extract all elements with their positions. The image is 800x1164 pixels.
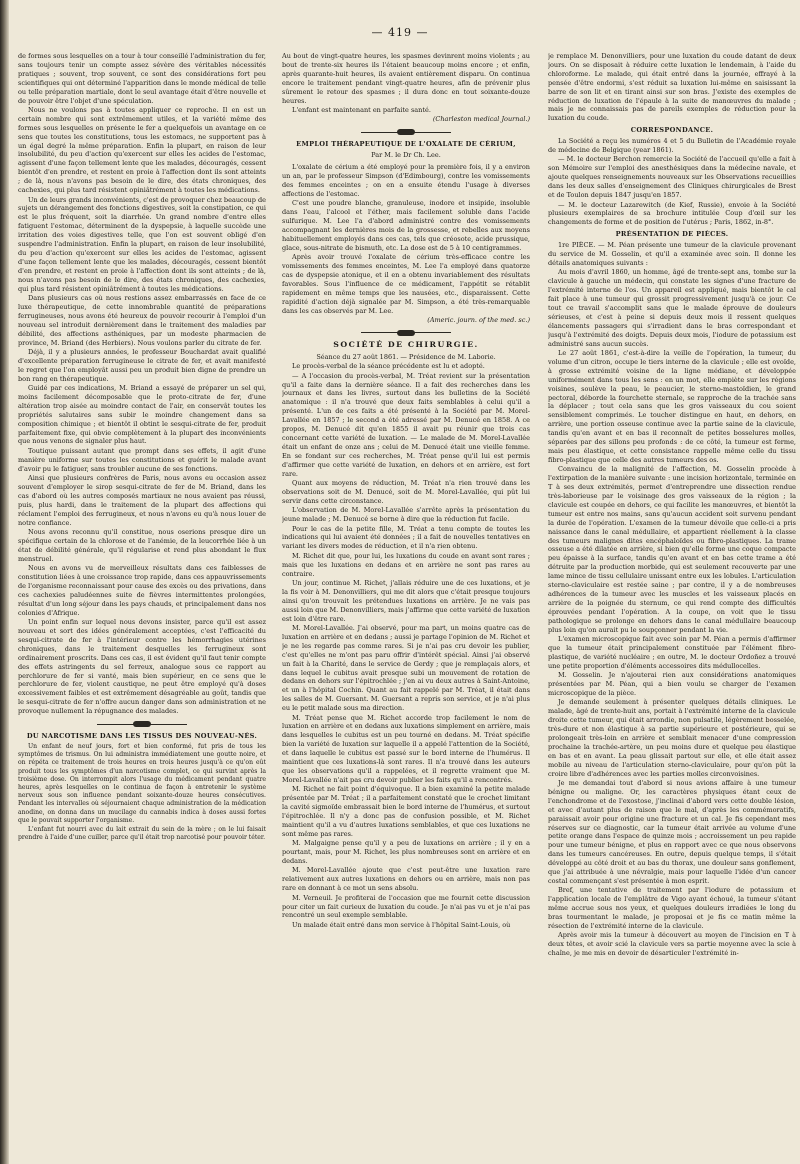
paragraph: — M. le docteur Lazarewitch (de Kief, Russie), envoie à la Société plusieurs exemplaires de sa brochure intitulée Coup d'œil sur les changements de forme et de position de l'utérus ; Paris, 1862, in-8°. (548, 200, 796, 227)
source-citation: (Charleston medical Journal.) (432, 115, 530, 124)
paragraph: M. Gosselin. Je n'ajouterai rien aux considérations anatomiques présentées par M. Péan, qui a bien voulu se charger de l'examen microscopique de la pièce. (548, 671, 796, 697)
paragraph: Au bout de vingt-quatre heures, les spasmes devinrent moins violents ; au bout de trente-six heures ils l'étaient beaucoup moins encore ; et enfin, après quarante-huit heures, ils avaient entièrement disparu. On continua encore le traitement pendant vingt-quatre heures, afin de prévenir plus sûrement le retour des spasmes ; il dura donc en tout soixante-douze heures. (282, 52, 530, 105)
column-3 (548, 52, 796, 1152)
paragraph: Bref, une tentative de traitement par l'iodure de potassium et l'application locale de l'emplâtre de Vigo ayant échoué, la tumeur s'étant même accrue sous nos yeux, et quelques douleurs irradiées le long du bras tourmentant le malade, je proposai et je fis ce matin même la résection de l'extrémité interne de la clavicule. (548, 886, 796, 930)
paragraph: M. Malgaigne pense qu'il y a peu de luxations en arrière ; il y en a pourtant, mais, pour M. Richet, les plus nombreuses sont en arrière et en dedans. (282, 839, 530, 866)
section-heading-pieces: PRÉSENTATION DE PIÈCES. (615, 230, 729, 239)
paragraph: Dans plusieurs cas où nous restions assez embarrassés en face de ce luxe thérapeutique, de cette innombrable quantité de préparations ferrugineuses, nous avons été heureux de pouvoir recourir à l'emploi d'un nouveau sel introduit dernièrement dans le traitement des maladies par débilité, des affections asthéniques, par un modeste pharmacien de province, M. Briand (des Herbiers). Nous voulons parler du citrate de fer. (18, 293, 266, 347)
paragraph: M. Verneuil. Je profiterai de l'occasion que me fournit cette discussion pour citer un fait curieux de luxation du coude. Je n'ai pas vu et je n'ai pas rencontré un seul exemple semblable. (282, 893, 530, 920)
paragraph: Guidé par ces indications, M. Briand a essayé de préparer un sel qui, moins facilement décomposable que le proto-citrate de fer, d'une altération trop aisée au moindre contact de l'air, en conservât toutes les propriétés salutaires sans subir le moindre changement dans sa composition chimique ; et bientôt il obtint le sesqui-citrate de fer, produit parfaitement fixe, qui obvie complètement à la plupart des inconvénients que nous venons de signaler plus haut. (18, 384, 266, 446)
paragraph: M. Morel-Lavallée. J'ai observé, pour ma part, un moins quatre cas de luxation en arrière et en dedans ; aussi je partage l'opinion de M. Richet et je ne les regarde pas comme rares. Si je n'ai pas cru devoir les publier, c'est qu'elles ne m'ont pas paru offrir d'intérêt spécial. Ainsi j'ai observé un fait à la Charité, dans le service de Gerdy ; que je remplaçais alors, et dans lequel le cubitus avait presque subi un mouvement de rotation de dedans en dehors sur l'épitrochlée ; j'en ai vu deux autres à Saint-Antoine, et un à l'hôpital Cochin. Quant au fait rappelé par M. Tréat, il était dans les salles de M. Guersant. M. Guersant a repris son service, et je n'ai plus eu le petit malade sous ma direction. (282, 623, 530, 713)
paragraph: Convaincu de la malignité de l'affection, M. Gosselin procède à l'extirpation de la manière suivante : une incision horizontale, terminée en T à ses deux extrémités, permet d'entreprendre une dissection rendue très-laborieuse par le voisinage des gros vaisseaux de la région ; la clavicule est coupée en dehors, ce qui facilite les manœuvres, et bientôt la tumeur est entre nos mains, sans qu'aucun accident soit survenu pendant la durée de l'opération. L'examen de la tumeur dévoile que celle-ci a pris naissance dans le canal médullaire, et appartient réellement à la classe des tumeurs malignes dites encéphaloïdes ou fibro-plastiques. La trame osseuse a été dilatée en arrière, si bien qu'elle forme une coque compacte peu épaisse à la surface, tandis qu'en avant et en bas cette trame a été détruite par la production morbide, qui est seulement recouverte par une lame mince de tissu cellulaire unissant entre eux les lobules. L'articulation sterno-claviculaire est restée saine ; par contre, il y a de nombreuses adhérences de la tumeur avec les muscles et les vaisseaux placés en arrière de la poignée du sternum, ce qui rend compte des difficultés éprouvées pendant l'opération. A la coupe, on voit que le tissu pathologique se prolonge en dehors dans le canal médullaire beaucoup plus loin qu'on aurait pu le soupçonner pendant la vie. (548, 465, 796, 634)
paragraph: L'observation de M. Morel-Lavallée s'arrête après la présentation du jeune malade ; M. Denucé se borne à dire que la réduction fut facile. (282, 506, 530, 524)
seance-line: Séance du 27 août 1861. — Présidence de M. Laborie. (316, 352, 496, 361)
paragraph: M. Morel-Lavallée ajoute que c'est peut-être une luxation rare relativement aux autres luxations en dehors ou en arrière, mais non pas rare en donnant à ce mot un sens absolu. (282, 866, 530, 893)
paragraph: Au mois d'avril 1860, un homme, âgé de trente-sept ans, tombe sur la clavicule à gauche un médecin, qui constate les signes d'une fracture de l'extrémité interne de l'os. Un appareil est appliqué, mais bientôt le cal fait place à une tumeur qui grossit progressivement jusqu'à ce jour. Ce tout ce travail s'accomplit sans que le malade éprouve de douleurs sérieuses, et c'est à peine si depuis deux mois il ressent quelques élancements passagers qui s'irradient dans le bras correspondant et jusqu'à l'extrémité des doigts. Depuis deux mois, l'iodure de potassium est administré sans aucun succès. (548, 268, 796, 348)
paragraph: M. Richet dit que, pour lui, les luxations du coude en avant sont rares ; mais que les luxations en dedans et en arrière ne sont pas rares au contraire. (282, 551, 530, 578)
section-ornament (361, 329, 451, 337)
article-heading-cerium: EMPLOI THÉRAPEUTIQUE DE L'OXALATE DE CÉRIUM, (296, 140, 516, 149)
paragraph: Déjà, il y a plusieurs années, le professeur Bouchardat avait qualifié d'excellente préparation ferrugineuse le citrate de fer, et avait manifesté le regret que l'on employât aussi peu un produit bien digne de prendre un bon rang en thérapeutique. (18, 347, 266, 383)
paragraph: Quant aux moyens de réduction, M. Tréat n'a rien trouvé dans les observations soit de M. Denucé, soit de M. Morel-Lavallée, qui pût lui servir dans cette circonstance. (282, 478, 530, 505)
paragraph: de formes sous lesquelles on a tour à tour conseillé l'administration du fer, sans toujours tenir un compte assez sévère des véritables nécessités pratiques ; souvent, trop souvent, ce sont des considérations fort peu scientifiques qui ont déterminé l'apparition dans le monde médical de telle ou telle préparation martiale, dont le seul avantage était d'être nouvelle et de pouvoir être l'objet d'une spéculation. (18, 52, 266, 105)
paragraph: Le 27 août 1861, c'est-à-dire la veille de l'opération, la tumeur, du volume d'un citron, occupe le tiers interne de la clavicule ; elle est ovoïde, à grosse extrémité voisine de la ligne médiane, et développée uniformément dans tous les sens : en un mot, elle empiète sur les régions voisines, soulève la peau, le peaucier, le sterno-mastoïdien, le grand pectoral, déborde la fourchette sternale, se rapproche de la trachée sans la déplacer ; tout cela sans que les gros vaisseaux du cou soient sensiblement comprimés. Le toucher distingue en haut, en dehors, en arrière, une portion osseuse continue avec la partie saine de la clavicule, tandis qu'en avant et en bas il reconnaît de petites bosselures molles, séparées par des sillons peu profonds : de ce côté, la tumeur est ferme, mais peu élastique, et cette consistance rappelle même celle du tissu fibro-plastique que celle des autres tumeurs des os. (548, 349, 796, 464)
paragraph: L'enfant est maintenant en parfaite santé. (292, 105, 431, 114)
paragraph: Je me demandai tout d'abord si nous avions affaire à une tumeur bénigne ou maligne. Or, les caractères physiques étant ceux de l'enchondrome et de l'exostose, j'inclinai d'abord vers cette double lésion, et avec d'autant plus de raison que le mal, d'après les commémoratifs, paraissait avoir pour origine une fracture et un cal. Je fis cependant mes réserves sur ce diagnostic, car la tumeur était arrivée au volume d'une petite orange dans l'espace de quinze mois ; accroissement un peu rapide pour une tumeur bénigne, et plus en rapport avec ce que nous observons dans les tumeurs cancéreuses. En outre, depuis quelque temps, il s'était développé au côté droit et au bas du thorax, une douleur sans gonflement, que j'ai attribuée à une névralgie, mais pour laquelle l'idée d'un cancer costal commençant s'est présentée à mon esprit. (548, 779, 796, 885)
column-2 (282, 52, 530, 1152)
paragraph: — M. le docteur Berchon remercie la Société de l'accueil qu'elle a fait à son Mémoire sur l'emploi des anesthésiques dans la médecine navale, et ajoute quelques renseignements nouveaux sur les Observations recueillies dans les deux salles d'enseignement des Cliniques chirurgicales de Brest et de Toulon depuis 1847 jusqu'en 1857. (548, 155, 796, 200)
paragraph: je remplace M. Denonvilliers, pour une luxation du coude datant de deux jours. On se disposait à réduire cette luxation le lendemain, à l'aide du chloroforme. Le malade, qui était entré dans la journée, effrayé à la pensée d'être endormi, s'est réduit sa luxation lui-même en saisissant la barre de son lit et en tirant ainsi sur son bras. J'existe des exemples de réduction de luxation de l'épaule à la suite de manœuvres du malade ; mais je ne connaissais pas de pareils exemples de réduction pour la luxation du coude. (548, 52, 796, 123)
paragraph: Nous avons reconnu qu'il constitue, nous oserions presque dire un spécifique certain de la chlorose et de l'anémie, de la leucorrhée liée à un état de débilité générale, qu'il régularise et rend plus abondant le flux menstruel. (18, 528, 266, 563)
paragraph: — A l'occasion du procès-verbal, M. Tréat revient sur la présentation qu'il a faite dans la dernière séance. Il a fait des recherches dans les journaux et dans les livres, surtout dans les bulletins de la Société anatomique : il n'a trouvé que deux faits semblables à celui qu'il a présenté. L'un de ces faits a été présenté à la Société par M. Morel-Lavallée en 1857 ; le second a été adressé par M. Denucé en 1858. A ce propos, M. Denucé dit qu'en 1855 il avait pu réunir que trois cas concernant cette variété de luxation. — Le malade de M. Morel-Lavallée était un enfant de onze ans ; celui de M. Denucé était une vieille femme. En se fondant sur ces recherches, M. Tréat pense qu'il lui est permis d'affirmer que cette variété de luxation, en dehors et en arrière, est fort rare. (282, 371, 530, 478)
paragraph: Un de leurs grands inconvénients, c'est de provoquer chez beaucoup de sujets un dérangement des fonctions digestives, soit la constipation, ce qui est le plus fréquent, soit la diarrhée. Un grand nombre d'entre elles fatiguent l'estomac, déterminent de la dyspepsie, à laquelle succède une irritation des voies digestives telle, que l'on est souvent obligé d'en suspendre l'administration. Enfin la plupart, en raison de leur insolubilité, du peu d'action qu'exercent sur elles les acides de l'estomac, agissent d'une façon tellement lente que les malades, découragés, cessent bientôt d'en prendre, et restent en proie à l'affection dont ils sont atteints ; de là, nous n'avons pas besoin de le dire, des états chroniques, des cachexies, qui plus tard résistent opiniâtrément à toutes les médications. (18, 195, 266, 293)
paragraph: La Société a reçu les numéros 4 et 5 du Bulletin de l'Académie royale de médecine de Belgique (year 1861). (548, 137, 796, 155)
paragraph: 1re PIÈCE. — M. Péan présente une tumeur de la clavicule provenant du service de M. Gosselin, et qu'il a examinée avec soin. Il donne les détails anatomiques suivants : (548, 241, 796, 267)
paragraph: Après avoir trouvé l'oxalate de cérium très-efficace contre les vomissements des femmes enceintes, M. Lee l'a employé dans quatorze cas de dyspepsie atonique, et il en a obtenu invariablement des résultats favorables. Sous l'influence de ce médicament, l'appétit se rétablit rapidement en même temps que les nausées, etc., disparaissent. Cette rapidité d'action déjà signalée par M. Simpson, a été très-remarquable dans les cas observés par M. Lee. (282, 253, 530, 315)
article-byline: Par M. le Dr Ch. Lee. (371, 151, 441, 160)
section-heading-societe: SOCIÉTÉ DE CHIRURGIE. (333, 339, 479, 349)
paragraph: Un malade était entré dans mon service à l'hôpital Saint-Louis, où (292, 920, 511, 929)
section-heading-correspondance: CORRESPONDANCE. (630, 126, 714, 135)
paragraph: L'examen microscopique fait avec soin par M. Péan a permis d'affirmer que la tumeur était principalement constituée par l'élément fibro-plastique, de variété nucléaire ; en outre, M. le docteur Ordoñez a trouvé une petite proportion d'éléments accessoires dits médullocelles. (548, 635, 796, 670)
paragraph: Un jour, continue M. Richet, j'allais réduire une de ces luxations, et je la fis voir à M. Denonvilliers, qui me dit alors que c'était presque toujours ainsi qu'on trouvait les prétendues luxations en arrière. Je ne vais pas aussi loin que M. Denonvilliers, mais j'affirme que cette variété de luxation est loin d'être rare. (282, 578, 530, 623)
paragraph: Je demande seulement à présenter quelques détails cliniques. Le malade, âgé de trente-huit ans, portait à l'extrémité interne de la clavicule droite cette tumeur, qui était arrondie, non pulsatile, légèrement bosselée, très-dure et non élastique à sa partie supérieure et postérieure, qui se prolongeait très-loin en arrière et semblait menacer d'une compression prochaine la trachée-artère, un peu moins dure et quelque peu élastique en bas et en avant. La peau glissait partout sur elle, et elle était assez mobile au niveau de l'articulation sterno-claviculaire, pour qu'on pût la croire libre d'adhérences avec les parties molles circonvoisines. (548, 698, 796, 778)
paragraph: L'enfant fut nourri avec du lait extrait du sein de la mère ; on le lui faisait prendre à l'aide d'une cuiller, parce qu'il était trop narcotisé pour pouvoir téter. (18, 825, 266, 841)
paragraph: Après avoir mis la tumeur à découvert au moyen de l'incision en T à deux têtes, et avoir scié la clavicule vers sa partie moyenne avec la scie à chaîne, je me mis en devoir de désarticuler l'extrémité in- (548, 931, 796, 958)
paragraph: C'est une poudre blanche, granuleuse, inodore et insipide, insoluble dans l'eau, l'alcool et l'éther, mais facilement soluble dans l'acide sulfurique. M. Lee l'a d'abord administré contre des vomissements accompagnant les dernières mois de la grossesse, et rebelles aux moyens habituellement employés dans ces cas, tels que créosote, acide prussique, glace, sous-nitrate de bismuth, etc. La dose est de 5 à 10 centigrammes. (282, 199, 530, 252)
paragraph: Toutique puissant autant que prompt dans ses effets, il agit d'une manière uniforme sur toutes les constitutions et guérit le malade avant d'avoir pu le fatiguer, sans troubler aucune de ses fonctions. (18, 446, 266, 473)
paragraph: Le procès-verbal de la séance précédente est lu et adopté. (292, 362, 485, 371)
section-ornament (97, 720, 187, 728)
paragraph: Un enfant de neuf jours, fort et bien conformé, fut pris de tous les symptômes de trismus. On lui administra immédiatement une goutte noire, et on répéta ce traitement de trois heures en trois heures jusqu'à ce qu'on eût produit tous les symptômes d'un narcotisme complet, ce qui survint après la troisième dose. On interrompit alors l'usage du médicament pendant quatre heures, après lesquelles on le continua de façon à entretenir le système nerveux sous son influence pendant soixante-douze heures consécutives. Pendant les intervalles où séjournaient chaque administration de la médication anodine, on donna dans un mucilage du cannabis indica à doses aussi fortes que le pouvait supporter l'organisme. (18, 742, 266, 824)
paragraph: M. Tréat pense que M. Richet accorde trop facilement le nom de luxation en arrière et en dedans aux luxations simplement en arrière, mais dans lesquelles le cubitus est un peu tourné en dedans. M. Tréat spécifie bien la variété de luxation sur laquelle il a appelé l'attention de la Société, et dans laquelle le cubitus est passé sur le bord interne de l'humérus. Il maintient que ces luxations-là sont rares. Il n'a trouvé dans les auteurs que les observations qu'il a rappelées, et il regrette vraiment que M. Morel-Lavallée n'ait pas cru devoir publier les faits qu'il a rencontrés. (282, 713, 530, 784)
page-number: — 419 — (371, 26, 429, 39)
paragraph: L'oxalate de cérium a été employé pour la première fois, il y a environ un an, par le professeur Simpson (d'Edimbourg), contre les vomissements des femmes enceintes ; on en a ensuite étendu l'usage à diverses affections de l'estomac. (282, 163, 530, 198)
paragraph: M. Richet ne fait point d'équivoque. Il a bien examiné la petite malade présentée par M. Tréat ; il a parfaitement constaté que le crochet limitant la cavité sigmoïde embrassait bien le bord interne de l'humérus, et surtout l'épitrochlée. Il n'y a donc pas de confusion possible, et M. Richet maintient qu'il a vu d'autres luxations semblables, et que ces luxations ne sont même pas rares. (282, 785, 530, 838)
paragraph: Ainsi que plusieurs confrères de Paris, nous avons eu occasion assez souvent d'employer le sirop sesqui-citrate de fer de M. Briand, dans les cas d'abord où les autres composés martiaux ne nous avaient pas réussi, puis, plus hardi, dans le traitement de la plupart des affections qui réclament l'emploi des ferrugineux, et nous n'avons eu qu'à nous louer de notre confiance. (18, 474, 266, 527)
column-1 (18, 52, 266, 1152)
binding-edge (0, 0, 9, 1164)
paragraph: Un point enfin sur lequel nous devons insister, parce qu'il est assez nouveau et sort des idées généralement acceptées, c'est l'efficacité du sesqui-citrate de fer à l'intérieur contre les hémorrhagies utérines chroniques, dans le traitement desquelles les ferrugineux sont ordinairement proscrits. Dans ces cas, il est évident qu'il faut tenir compte des effets astringents du sel ferreux, analogue sous ce rapport au perchlorure de fer si vanté, mais bien supérieur, en ce sens que le perchlorure de fer, violent caustique, ne peut être employé qu'à doses excessivement faibles et est extrêmement désagréable au goût, tandis que le sesqui-citrate de fer n'offre aucun danger dans son administration et ne provoque nullement la répugnance des malades. (18, 618, 266, 716)
source-citation: (Americ. journ. of the med. sc.) (427, 315, 530, 324)
section-ornament (361, 128, 451, 136)
paragraph: Pour le cas de la petite fille, M. Tréat a tenu compte de toutes les indications qui lui avaient été données ; il a fait de nouvelles tentatives en variant les divers modes de réduction, et il n'a rien obtenu. (282, 524, 530, 551)
paragraph: Nous en avons vu de merveilleux résultats dans ces faiblesses de constitution liées à une croissance trop rapide, dans ces appauvrissements de l'organisme reconnaissant pour cause des excès ou des privations, dans ces cachexies paludéennes suite de fièvres intermittentes prolongées, résultat d'un long séjour dans les pays chauds, et principalement dans nos colonies d'Afrique. (18, 564, 266, 617)
paragraph: Nous ne voulons pas à toutes appliquer ce reproche. Il en est un certain nombre qui sont extrêmement utiles, et la variété même des formes sous lesquelles on présente le fer a quelquefois un avantage en ce sens que toutes les constitutions, tous les estomacs, ne supportent pas à un égal degré la même préparation. Enfin la plupart, en raison de leur insolubilité, du peu d'action qu'exercent sur elles les acides de l'estomac, agissent d'une façon tellement lente que les malades, découragés, cessent bientôt d'en prendre, et restent en proie à l'affection dont ils sont atteints ; de là, nous n'avons pas besoin de le dire, des états chroniques, des cachexies, qui plus tard résistent opiniâtrément à toutes les médications. (18, 105, 266, 195)
article-heading-narcotisme: DU NARCOTISME DANS LES TISSUS DES NOUVEAU-NÉS. (26, 732, 258, 741)
